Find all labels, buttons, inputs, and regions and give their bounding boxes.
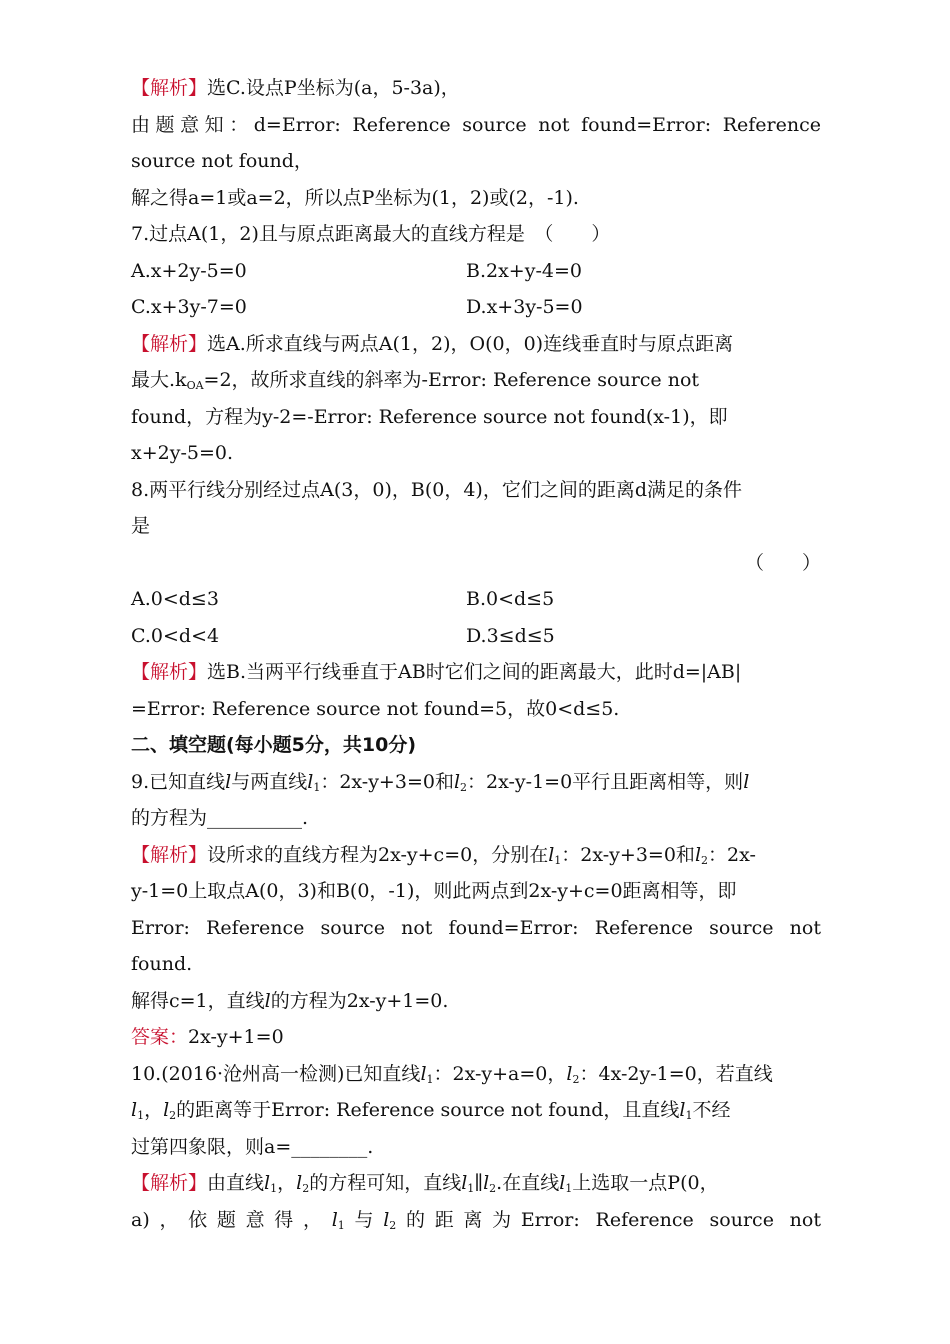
- option-d: D.3≤d≤5: [466, 624, 555, 647]
- options-row: [131, 253, 821, 290]
- options-row: [131, 581, 821, 618]
- option-b: B.2x+y-4=0: [466, 259, 582, 282]
- question-7: 7.过点A(1，2)且与原点距离最大的直线方程是 （ ）: [131, 223, 611, 245]
- solution-line: 【解析】选B.当两平行线垂直于AB时它们之间的距离最大，此时d=|AB|: [131, 661, 742, 683]
- document-page: [131, 70, 821, 1238]
- option-c: C.0<d<4: [131, 624, 220, 647]
- option-c: C.x+3y-7=0: [131, 296, 247, 318]
- text-line: Error: Reference source not found=Error: Reference source not: [131, 916, 821, 939]
- solution-line: 【解析】选C.设点P坐标为(a，5-3a)，: [131, 77, 460, 99]
- question-10: 10.(2016·沧州高一检测)已知直线$l_1$：2x-y+a=0，$l_2$：4x-2y-1=0，若直线: [131, 1062, 773, 1086]
- text-line: a)，依题意得，$l_1$与$l_2$的距离为Error: Reference source not: [131, 1208, 821, 1232]
- solution-tag: 【解析】: [131, 77, 208, 99]
- answer-tag: 答案：: [131, 1026, 189, 1048]
- option-a: A.x+2y-5=0: [131, 259, 247, 282]
- text-line: found，方程为y-2=-Error: Reference source not found(x-1)，即: [131, 405, 728, 428]
- solution-tag: 【解析】: [131, 661, 208, 683]
- section-heading: 二、填空题(每小题5分，共10分): [131, 734, 417, 756]
- text-line: x+2y-5=0.: [131, 442, 234, 464]
- answer-bracket: （ ）: [744, 551, 821, 574]
- text-line: 的方程为__________.: [131, 807, 309, 829]
- text-line: 解得c=1，直线l的方程为2x-y+1=0.: [131, 989, 449, 1012]
- solution-line: 【解析】由直线$l_1$，$l_2$的方程可知，直线$l_1\parallel l_2$.在直线$l_1$上选取一点P(0，: [131, 1172, 719, 1195]
- text-line: =Error: Reference source not found=5，故0<d≤5.: [131, 697, 620, 720]
- text-line: y-1=0上取点A(0，3)和B(0，-1)，则此两点到2x-y+c=0距离相等，即: [131, 880, 737, 902]
- question-8: 8.两平行线分别经过点A(3，0)，B(0，4)，它们之间的距离d满足的条件: [131, 478, 742, 501]
- solution-line: 【解析】选A.所求直线与两点A(1，2)，O(0，0)连线垂直时与原点距离: [131, 332, 734, 355]
- text-line: 解之得a=1或a=2，所以点P坐标为(1，2)或(2，-1).: [131, 186, 579, 209]
- solution-line: 【解析】设所求的直线方程为2x-y+c=0，分别在$l_1$：2x-y+3=0和$l_2$：2x-: [131, 843, 756, 867]
- solution-tag: 【解析】: [131, 1172, 208, 1194]
- solution-tag: 【解析】: [131, 332, 208, 355]
- solution-tag: 【解析】: [131, 843, 208, 866]
- text-line: found.: [131, 953, 193, 975]
- question-9: 9.已知直线l与两直线$l_1$：2x-y+3=0和$l_2$：2x-y-1=0平行且距离相等，则l: [131, 770, 750, 794]
- option-d: D.x+3y-5=0: [466, 296, 583, 318]
- options-row: [131, 618, 821, 655]
- text-line: source not found，: [131, 150, 313, 172]
- text-line: 最大$.k_{OA}=2$，故所求直线的斜率为-Error: Reference source not: [131, 369, 700, 392]
- answer-line: 答案：2x-y+1=0: [131, 1026, 284, 1048]
- option-b: B.0<d≤5: [466, 588, 555, 610]
- text-line: 由题意知：d=Error: Reference source not found=Error: Reference: [131, 113, 821, 136]
- options-row: [131, 289, 821, 326]
- option-a: A.0<d≤3: [131, 588, 219, 610]
- text-line: 过第四象限，则a=________.: [131, 1135, 374, 1158]
- text-line: 是: [131, 515, 151, 537]
- text-line: $l_1$，$l_2$的距离等于Error: Reference source not found，且直线$l_1$不经: [131, 1099, 731, 1122]
